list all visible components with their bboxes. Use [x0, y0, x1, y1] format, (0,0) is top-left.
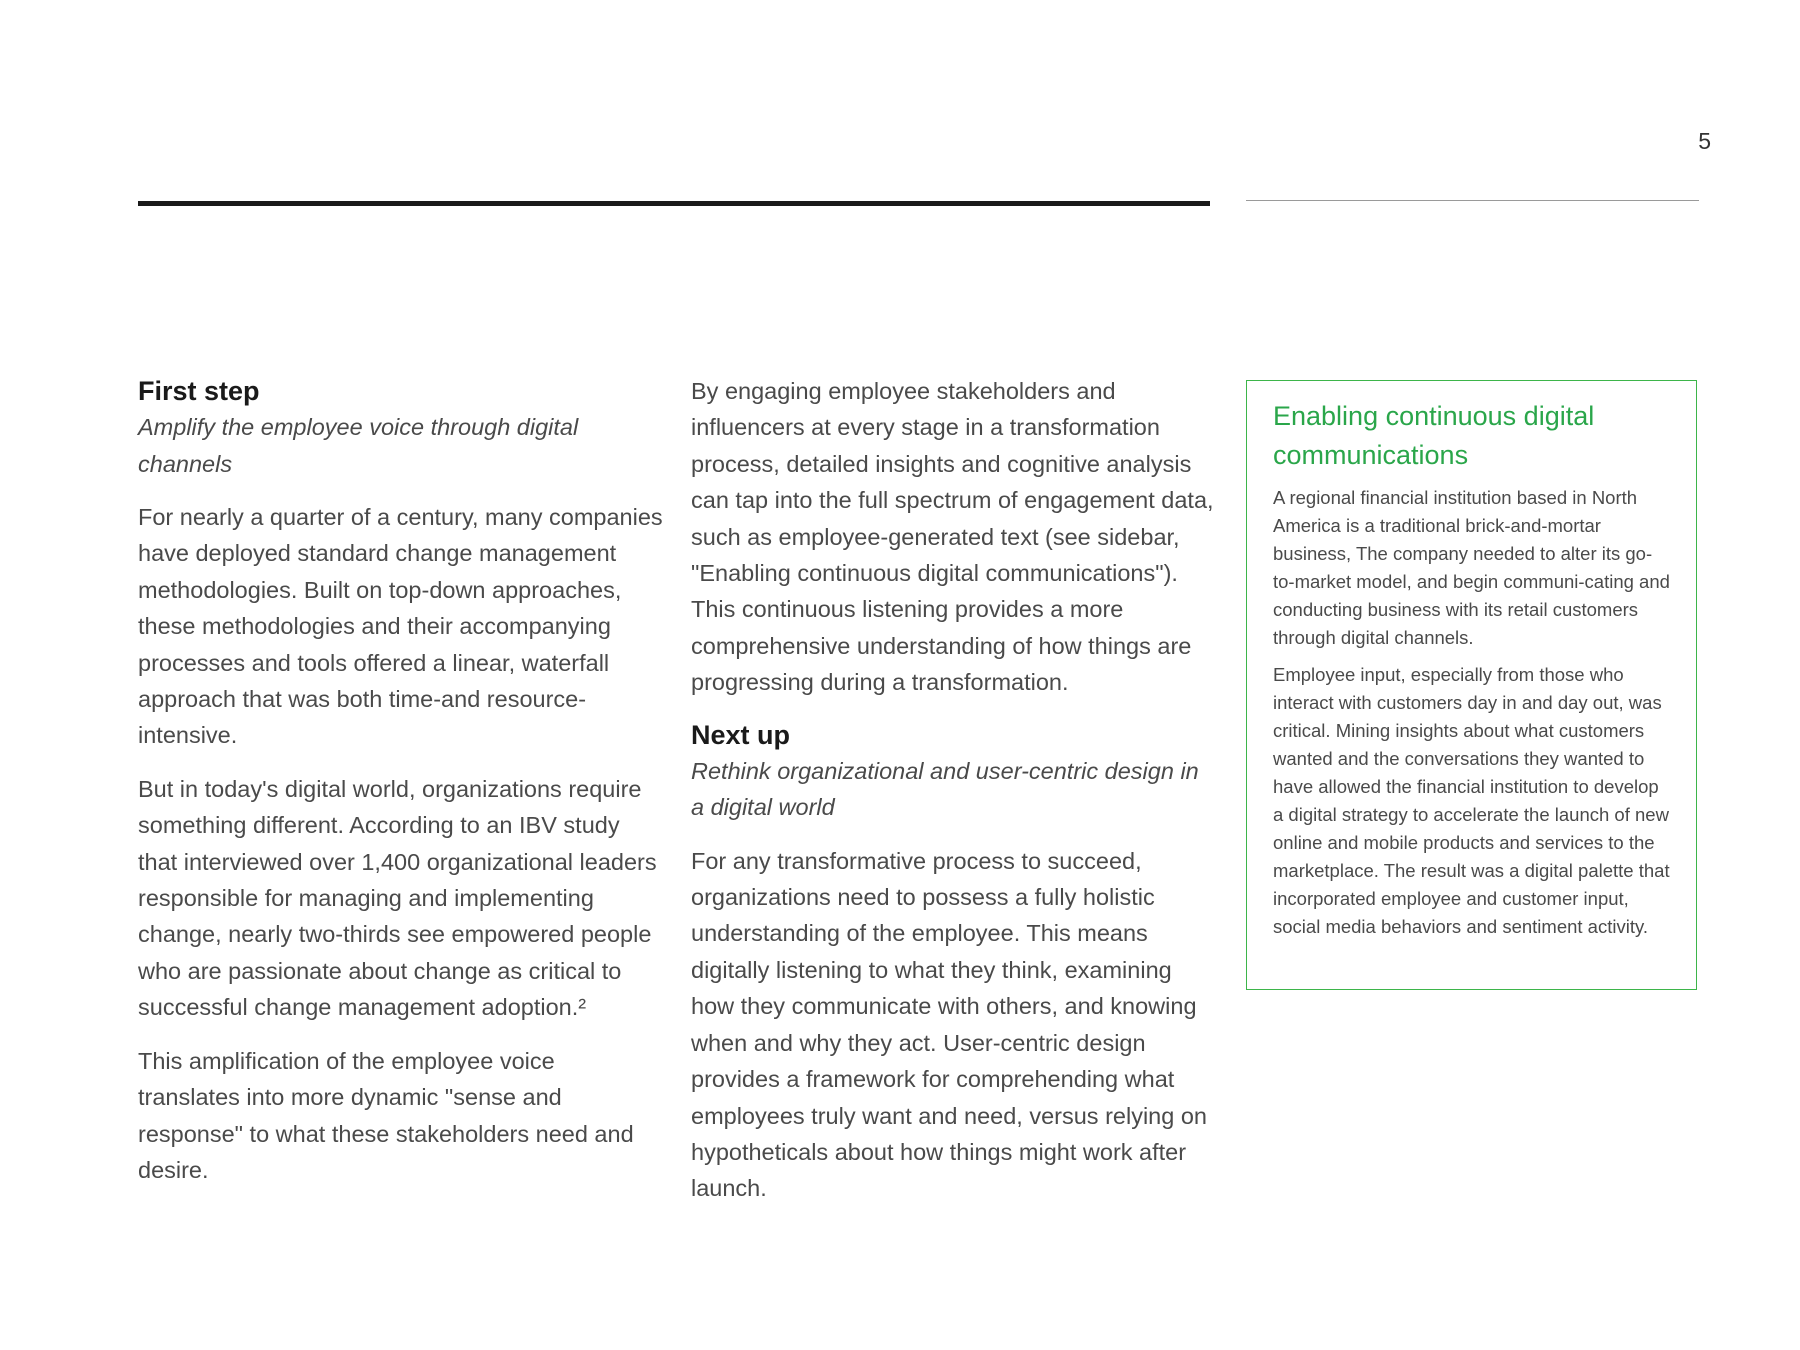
- first-step-heading: First step: [138, 376, 260, 406]
- body-paragraph: For nearly a quarter of a century, many companies have deployed standard change management methodologies. Built on top-down approaches, these methodologies and their accompanying processes and tools offered a linear, waterfall approach that was both time-and resource-intensive.: [138, 504, 663, 749]
- body-paragraph: But in today's digital world, organizations require something different. According to an IBV study that interviewed over 1,400 organizational leaders responsible for managing and implementing change, nearly two-thirds see empowered people who are passionate about change as critical to successful change management adoption.²: [138, 775, 657, 1021]
- sidebar-paragraph: A regional financial institution based in North America is a traditional brick-and-mortar business, The company needed to alter its go-to-market model, and begin communi-cating and conducting business with its retail customers through digital channels.: [1273, 487, 1670, 648]
- header-rule-main: [138, 201, 1210, 206]
- sidebar-paragraph: Employee input, especially from those who interact with customers day in and day out, was critical. Mining insights about what customers wanted and the conversations they wanted to have allowed the financial institution to develop a digital strategy to accelerate the launch of new online and mobile products and services to the marketplace. The result was a digital palette that incorporated employee and customer input, social media behaviors and sentiment activity.: [1273, 664, 1670, 937]
- body-paragraph: This amplification of the employee voice translates into more dynamic "sense and response" to what these stakeholders need and desire.: [138, 1047, 634, 1183]
- next-up-subheading: Rethink organizational and user-centric design in a digital world: [691, 757, 1199, 821]
- body-paragraph: By engaging employee stakeholders and influencers at every stage in a transformation process, detailed insights and cognitive analysis can tap into the full spectrum of engagement data, such as employee-generated text (see sidebar, "Enabling continuous digital communications"). This continuous listening provides a more comprehensive understanding of how things are progressing during a transformation.: [691, 378, 1214, 696]
- page-number: 5: [1698, 128, 1711, 154]
- column-next-up: [691, 373, 1216, 1207]
- sidebar-case-study: [1246, 380, 1697, 990]
- column-first-step: [138, 373, 663, 1188]
- sidebar-title: Enabling continuous digital communications: [1273, 401, 1595, 470]
- body-paragraph: For any transformative process to succeed, organizations need to possess a fully holistic understanding of the employee. This means digitally listening to what they think, examining how they communicate with others, and knowing when and why they act. User-centric design provides a framework for comprehending what employees truly want and need, versus relying on hypotheticals about how things might work after launch.: [691, 847, 1207, 1202]
- header-rule-sidebar: [1246, 200, 1699, 201]
- first-step-subheading: Amplify the employee voice through digital channels: [138, 414, 579, 477]
- next-up-heading: Next up: [691, 719, 791, 750]
